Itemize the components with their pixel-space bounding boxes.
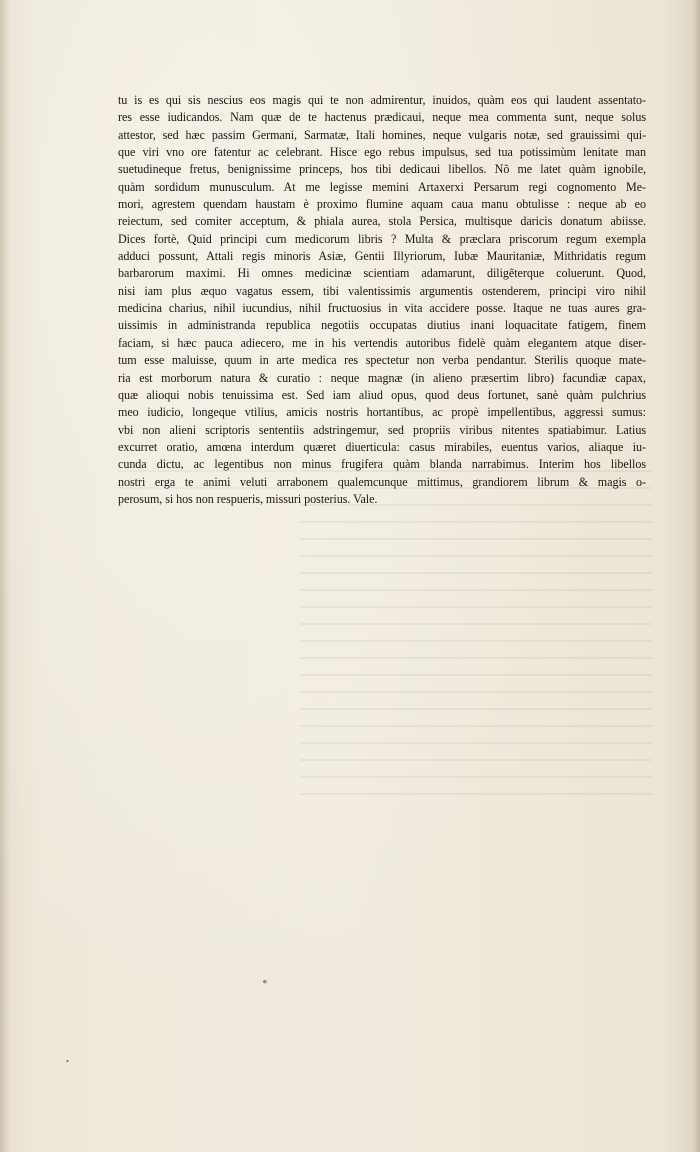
text-line: Dices fortè, Quid principi cum medicorum libris ? Multa & præclara priscorum regum exempla — [118, 231, 646, 246]
text-line: meo iudicio, longeque vtilius, amicis nostris hortantibus, ac propè impellentibus, aggressi sumus: — [118, 405, 646, 420]
text-line: mori, agrestem quendam haustam è proximo flumine aquam caua manu obtulisse : neque ab eo — [118, 197, 646, 212]
text-line: cunda dictu, ac legentibus non minus frugifera quàm blanda narrabimus. Interim hos libellos — [118, 457, 646, 472]
text-line: res esse iudicandos. Nam quæ de te hactenus prædicaui, neque mea commenta sunt, neque solus — [118, 110, 646, 125]
text-line: medicina charius, nihil iucundius, nihil fructuosius in vita accidere posse. Itaque ne tuas aures gra- — [118, 301, 646, 316]
page-gutter-shadow — [0, 0, 10, 1152]
text-line: adduci possunt, Attali regis minoris Asiæ, Gentii Illyriorum, Iubæ Mauritaniæ, Mithridatis regum — [118, 249, 646, 264]
dedication-text — [118, 92, 646, 508]
text-line: ria est morborum natura & curatio : neque magnæ (in alieno præsertim libro) facundiæ capax, — [118, 370, 646, 385]
page-edge-shadow — [692, 0, 700, 1152]
text-line: quæ alioqui nobis tenuissima est. Sed iam aliud opus, quod deus fortunet, sanè quàm pulchrius — [118, 387, 646, 402]
text-line: attestor, sed hæc passim Germani, Sarmatæ, Itali homines, neque vulgaris notæ, sed grauissimi qui- — [118, 127, 646, 142]
text-line: suetudineque fretus, benignissime princeps, hos tibi dedicaui libellos. Nõ me latet quàm ignobile, — [118, 162, 646, 177]
closing-line: perosum, si hos non respueris, missuri posterius. Vale. — [118, 491, 378, 506]
text-line: tum esse maluisse, quum in arte medica res spectetur non verba pendantur. Sterilis quoque mate- — [118, 353, 646, 368]
text-line: nostri erga te animi veluti arrabonem qualemcunque mittimus, grandiorem librum & magis o- — [118, 474, 646, 489]
show-through-text — [300, 470, 652, 800]
ink-speck: • — [66, 1057, 69, 1066]
text-line: excurret oratio, amœna interdum quæret diuerticula: casus mirabiles, euentus varios, aliaque iu- — [118, 439, 646, 454]
text-line: barbarorum maximi. Hi omnes medicinæ scientiam adamarunt, diligẽterque coluerunt. Quod, — [118, 266, 646, 281]
ink-speck: ⁌ — [262, 977, 268, 989]
text-line: que viri vno ore fatentur ac celebrant. Hisce ego rebus impulsus, sed tua potissimùm lenitate man — [118, 145, 646, 160]
text-line: tu is es qui sis nescius eos magis qui te non admirentur, inuidos, quàm eos qui laudent assentato- — [118, 93, 646, 107]
text-line: quàm sordidum munusculum. At me legisse memini Artaxerxi Persarum regi cognomento Me- — [118, 179, 646, 194]
text-line: uissimis in administranda republica negotiis occupatas diutius inani loquacitate fatigem, finem — [118, 318, 646, 333]
text-line: faciam, si hæc pauca adiecero, me in his vertendis autoribus fidelè quàm elegantem atque diser- — [118, 335, 646, 350]
text-line: vbi non alieni scriptoris sententiis adstringemur, sed propriis viribus nitentes spatiabimur. Latius — [118, 422, 646, 437]
text-line: nisi iam plus æquo vagatus essem, tibi valentissimis argumentis ostenderem, principi viro nihil — [118, 283, 646, 298]
text-line: reiectum, sed comiter acceptum, & phiala aurea, stola Persica, multisque daricis donatum abiisse. — [118, 214, 646, 229]
